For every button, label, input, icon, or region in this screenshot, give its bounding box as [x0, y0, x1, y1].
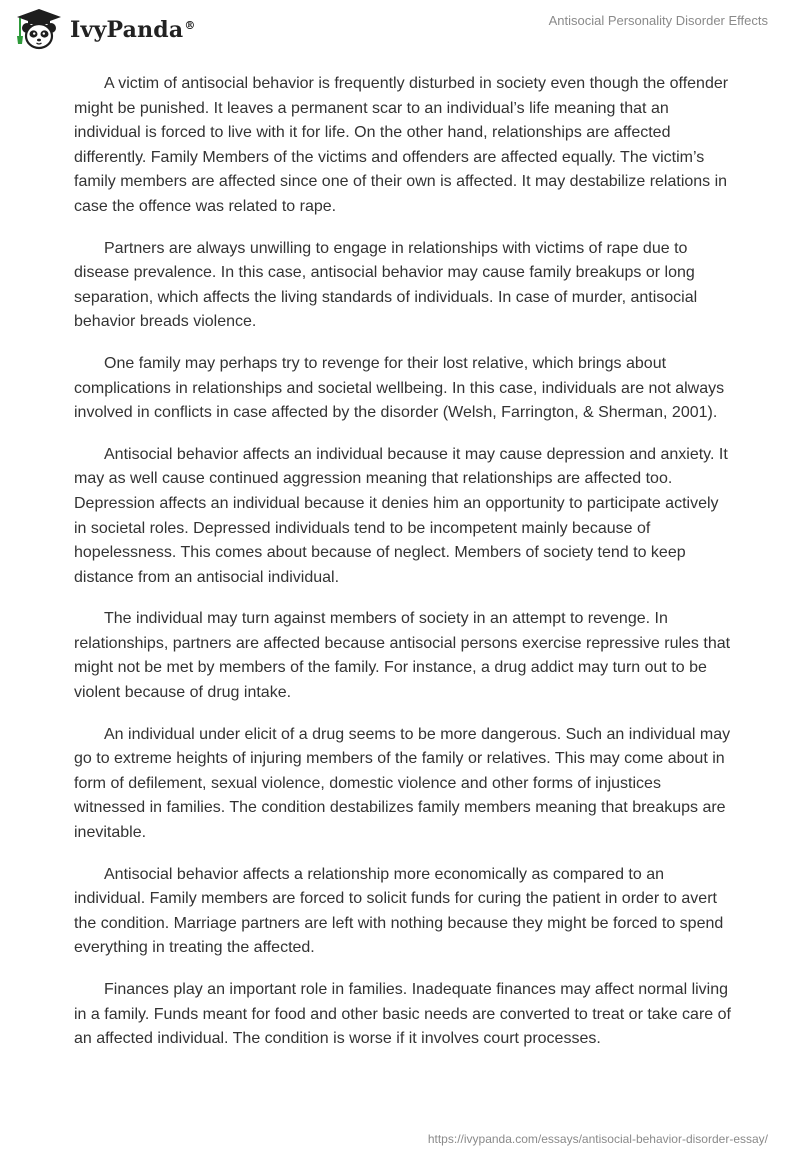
paragraph: Partners are always unwilling to engage in relationships with victims of rape due to disease prevalence. In this case, antisocial behavior may cause family breakups or long separation, which affects the living standards of individuals. In case of murder, antisocial behavior breads violence.: [74, 239, 698, 331]
paragraph: Finances play an important role in families. Inadequate finances may affect normal living in a family. Funds meant for food and other basic needs are converted to treat or take care of an affected individual. The condition is worse if it involves court processes.: [74, 981, 731, 1048]
panda-graduate-icon: [14, 8, 64, 52]
paragraph: One family may perhaps try to revenge for their lost relative, which brings about complications in relationships and societal wellbeing. In this case, individuals are not always involved in conflicts in case affected by the disorder (Welsh, Farrington, & Sherman, 2001).: [74, 354, 725, 422]
paragraph: The individual may turn against members of society in an attempt to revenge. In relationships, partners are affected because antisocial persons exercise repressive rules that might not be met by members of the family. For instance, a drug addict may turn out to be violent because of drug intake.: [74, 610, 731, 702]
page-header: [0, 0, 800, 60]
essay-body: [74, 72, 734, 1069]
paragraph: An individual under elicit of a drug seems to be more dangerous. Such an individual may go to extreme heights of injuring members of the family or relatives. This may come about in form of defilement, sexual violence, domestic violence and other forms of injustices witnessed in families. The condition destabilizes family members meaning that breakups are inevitable.: [74, 725, 731, 842]
paragraph: Antisocial behavior affects an individual because it may cause depression and anxiety. It may as well cause continued aggression meaning that relationships are affected too. Depression affects an individual because it denies him an opportunity to participate actively in societal roles. Depressed individuals tend to be incompetent mainly because of hopelessness. This comes about because of neglect. Members of society tend to keep distance from an antisocial individual.: [74, 445, 728, 586]
ivypanda-logo[interactable]: [14, 8, 196, 52]
paragraph: Antisocial behavior affects a relationship more economically as compared to an individual. Family members are forced to solicit funds for curing the patient in order to avert the condition. Marriage partners are left with nothing because they might be forced to spend everything in treating the affected.: [74, 865, 724, 957]
document-title: Antisocial Personality Disorder Effects: [548, 13, 768, 28]
source-url[interactable]: https://ivypanda.com/essays/antisocial-behavior-disorder-essay/: [427, 1132, 768, 1146]
brand-name: IvyPanda®: [70, 17, 196, 43]
paragraph: A victim of antisocial behavior is frequently disturbed in society even though the offender might be punished. It leaves a permanent scar to an individual’s life meaning that an individual is forced to live with it for life. On the other hand, relationships are affected differently. Family Members of the victims and offenders are affected equally. The victim’s family members are affected since one of their own is affected. It may destabilize relations in case the offence was related to rape.: [74, 75, 729, 215]
registered-mark: ®: [184, 18, 196, 32]
